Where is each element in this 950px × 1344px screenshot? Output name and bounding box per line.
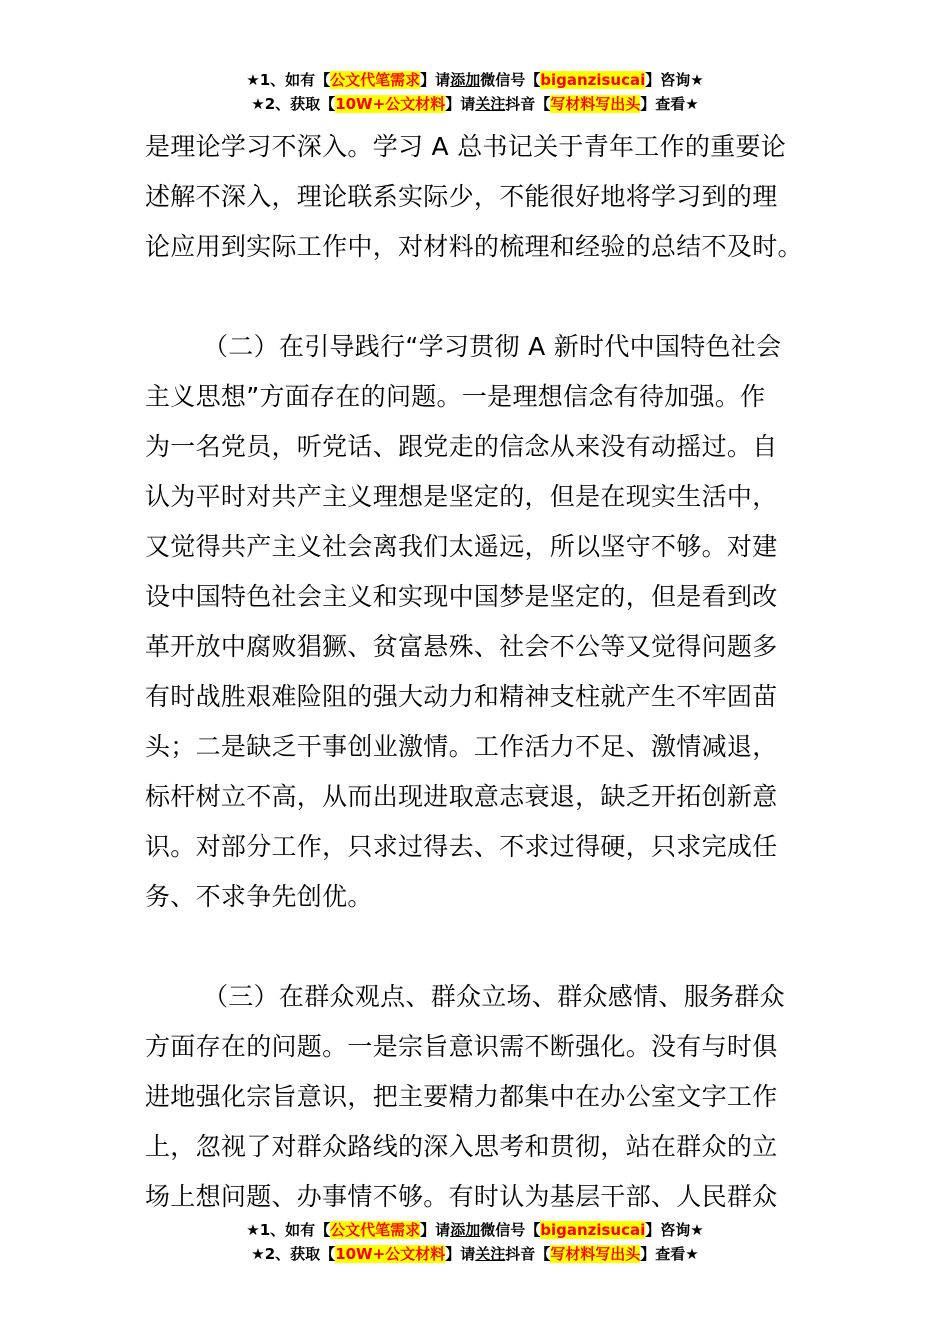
text-line: 又觉得共产主义社会离我们太遥远，所以坚守不够。对建 bbox=[145, 532, 778, 561]
highlight-materials: 10W+公文材料 bbox=[335, 1245, 446, 1263]
banner-text: 微信号【 bbox=[480, 71, 541, 89]
banner-line-1 bbox=[0, 1218, 950, 1242]
text-line: 务、不求争先创优。 bbox=[145, 882, 373, 911]
text-line: （二）在引导践行“学习贯彻 A 新时代中国特色社会 bbox=[203, 332, 782, 361]
text-line: 场上想问题、办事情不够。有时认为基层干部、人民群众 bbox=[145, 1182, 778, 1211]
text-line: 方面存在的问题。一是宗旨意识需不断强化。没有与时俱 bbox=[145, 1032, 778, 1061]
underlined-text: 添加 bbox=[450, 71, 481, 89]
text-line: 述解不深入，理论联系实际少，不能很好地将学习到的理 bbox=[145, 182, 778, 211]
highlight-douyin-account: 写材料写出头 bbox=[550, 1245, 641, 1263]
highlight-service: 公文代笔需求 bbox=[330, 1221, 421, 1239]
banner-text: ★2、获取【 bbox=[251, 95, 336, 113]
banner-text: 】查看★ bbox=[640, 1245, 699, 1263]
banner-text: 】请 bbox=[420, 1221, 451, 1239]
text-line: 主义思想”方面存在的问题。一是理想信念有待加强。作 bbox=[145, 382, 766, 411]
banner-line-2 bbox=[0, 92, 950, 116]
text-line: 设中国特色社会主义和实现中国梦是坚定的，但是看到改 bbox=[145, 582, 778, 611]
text-line: 革开放中腐败猖獗、贫富悬殊、社会不公等又觉得问题多 bbox=[145, 632, 778, 661]
banner-text: 】咨询★ bbox=[645, 1221, 704, 1239]
banner-text: ★1、如有【 bbox=[246, 71, 331, 89]
banner-text: 】查看★ bbox=[640, 95, 699, 113]
text-line: 标杆树立不高，从而出现进取意志衰退，缺乏开拓创新意 bbox=[145, 782, 778, 811]
banner-text: 】请 bbox=[445, 95, 476, 113]
banner-text: 】请 bbox=[445, 1245, 476, 1263]
highlight-wechat-id: biganzisucai bbox=[540, 1221, 646, 1239]
text-line: 识。对部分工作，只求过得去、不求过得硬，只求完成任 bbox=[145, 832, 778, 861]
banner-text: 】请 bbox=[420, 71, 451, 89]
highlight-douyin-account: 写材料写出头 bbox=[550, 95, 641, 113]
paragraph-3 bbox=[145, 972, 807, 1222]
text-line: 有时战胜艰难险阻的强大动力和精神支柱就产生不牢固苗 bbox=[145, 682, 778, 711]
text-line: （三）在群众观点、群众立场、群众感情、服务群众 bbox=[203, 982, 785, 1011]
banner-line-2 bbox=[0, 1242, 950, 1266]
highlight-materials: 10W+公文材料 bbox=[335, 95, 446, 113]
text-line: 论应用到实际工作中，对材料的梳理和经验的总结不及时。 bbox=[145, 232, 803, 261]
paragraph-2 bbox=[145, 322, 807, 922]
banner-text: 微信号【 bbox=[480, 1221, 541, 1239]
text-line: 认为平时对共产主义理想是坚定的，但是在现实生活中， bbox=[145, 482, 778, 511]
underlined-text: 添加 bbox=[450, 1221, 481, 1239]
banner-text: 抖音【 bbox=[505, 95, 551, 113]
text-line: 为一名党员，听党话、跟党走的信念从来没有动摇过。自 bbox=[145, 432, 778, 461]
underlined-text: 关注 bbox=[475, 95, 506, 113]
banner-line-1 bbox=[0, 68, 950, 92]
underlined-text: 关注 bbox=[475, 1245, 506, 1263]
banner-text: 抖音【 bbox=[505, 1245, 551, 1263]
text-line: 上，忽视了对群众路线的深入思考和贯彻，站在群众的立 bbox=[145, 1132, 778, 1161]
banner-text: ★2、获取【 bbox=[251, 1245, 336, 1263]
text-line: 头；二是缺乏干事创业激情。工作活力不足、激情减退， bbox=[145, 732, 778, 761]
text-line: 是理论学习不深入。学习 A 总书记关于青年工作的重要论 bbox=[145, 132, 787, 161]
banner-text: 】咨询★ bbox=[645, 71, 704, 89]
text-line: 进地强化宗旨意识，把主要精力都集中在办公室文字工作 bbox=[145, 1082, 778, 1111]
paragraph-1 bbox=[145, 122, 807, 272]
highlight-service: 公文代笔需求 bbox=[330, 71, 421, 89]
header-banner bbox=[0, 68, 950, 116]
document-body bbox=[145, 122, 807, 1222]
highlight-wechat-id: biganzisucai bbox=[540, 71, 646, 89]
banner-text: ★1、如有【 bbox=[246, 1221, 331, 1239]
footer-banner bbox=[0, 1218, 950, 1266]
